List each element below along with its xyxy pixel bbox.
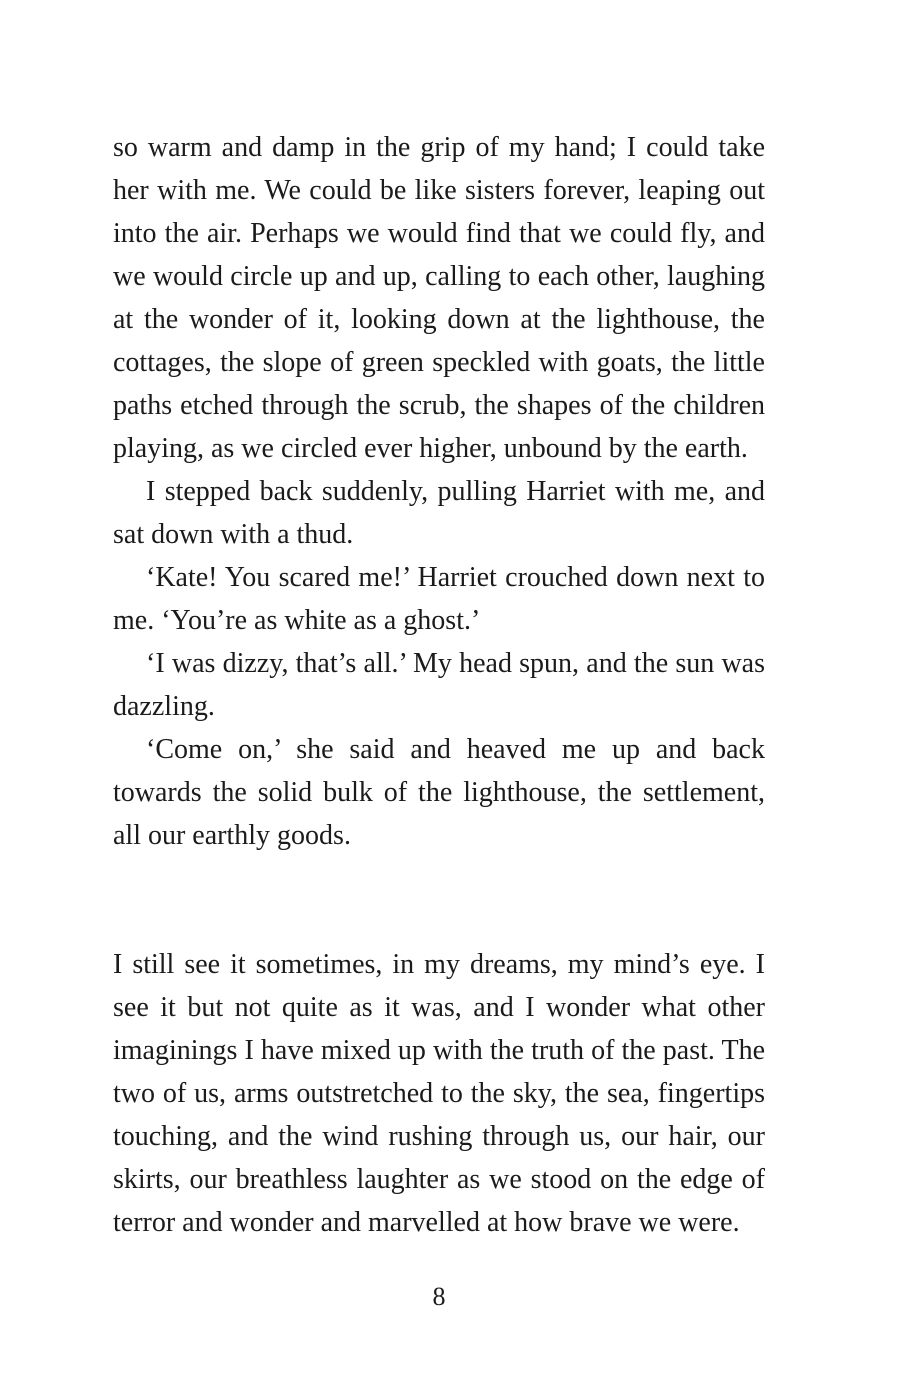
page-number: 8 xyxy=(432,1282,446,1311)
paragraph-dialogue: ‘Kate! You scared me!’ Harriet crouched down next to me. ‘You’re as white as a ghost.’ xyxy=(113,562,765,636)
paragraph-continuation: so warm and damp in the grip of my hand; I could take her with me. We could be like sisters forever, leaping out into the air. Perhaps we would find that we could fly, and we would circle up and up, calling to each other, laughing at the wonder of it, looking down at the lighthouse, the cottages, the slope of green speckled with goats, the little paths etched through the scrub, the shapes of the children playing, as we circled ever higher, unbound by the earth. xyxy=(113,132,765,464)
paragraph-new-section: I still see it sometimes, in my dreams, my mind’s eye. I see it but not quite as it was, and I wonder what other imaginings I have mixed up with the truth of the past. The two of us, arms outstretched to the sky, the sea, fingertips touching, and the wind rushing through us, our hair, our skirts, our breathless laughter as we stood on the edge of terror and wonder and marvelled at how brave we were. xyxy=(113,949,765,1238)
page-text-block xyxy=(113,126,765,1244)
paragraph: I stepped back suddenly, pulling Harriet with me, and sat down with a thud. xyxy=(113,476,765,550)
paragraph-dialogue: ‘Come on,’ she said and heaved me up and back towards the solid bulk of the lighthouse, the settlement, all our earthly goods. xyxy=(113,734,765,851)
paragraph-dialogue: ‘I was dizzy, that’s all.’ My head spun, and the sun was dazzling. xyxy=(113,648,765,722)
page-footer xyxy=(113,1282,765,1312)
